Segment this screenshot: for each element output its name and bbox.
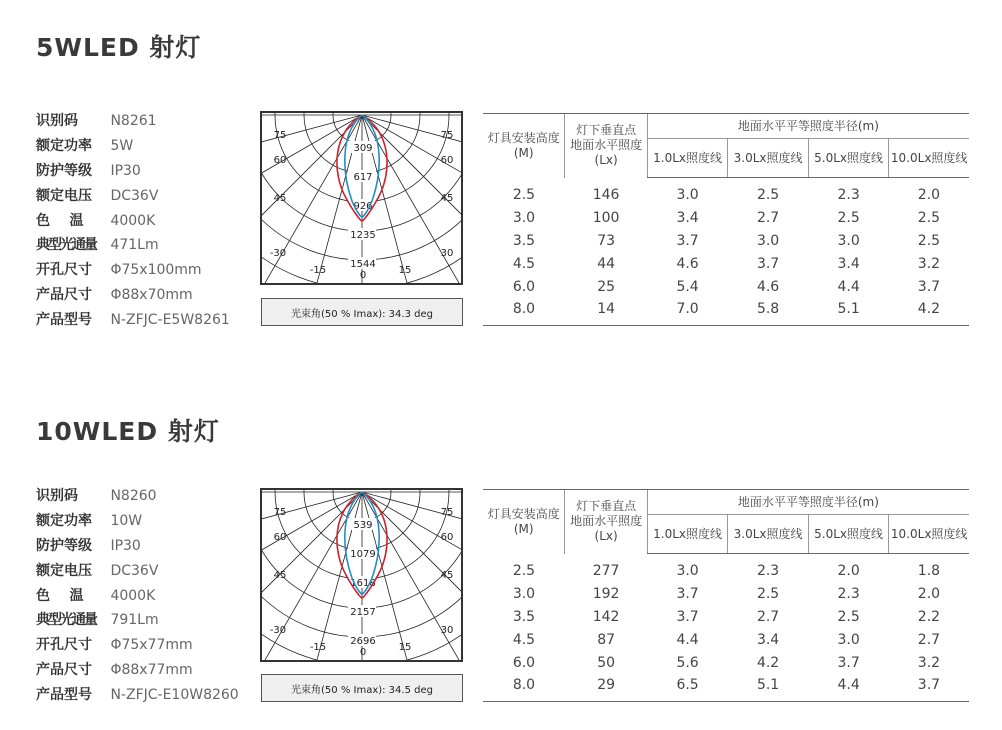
- table-cell: 4.5: [512, 255, 536, 272]
- table-cell: 2.3: [837, 586, 860, 603]
- beam-angle-label: 光束角(50 % Imax): 34.3 deg: [261, 298, 463, 326]
- spec-value: DC36V: [110, 562, 159, 579]
- table-cell: 3.2: [917, 255, 941, 272]
- table-cell: 2.3: [756, 563, 780, 580]
- table-cell: 5.1: [808, 298, 889, 325]
- spec-value: 791Lm: [110, 612, 159, 629]
- spec-value: Φ88x70mm: [110, 287, 193, 304]
- table-cell: 3.7: [917, 278, 941, 295]
- table-cell: 100: [592, 210, 620, 227]
- angle-label: 30: [440, 248, 454, 259]
- table-cell: 25: [597, 278, 616, 295]
- spec-label: 产品型号: [36, 687, 92, 704]
- table-cell: 3.0: [756, 232, 780, 249]
- ring-value-label: 1079: [350, 549, 376, 560]
- col-header-radius: 10.0Lx照度线: [889, 515, 969, 554]
- table-cell: 2.0: [837, 563, 860, 580]
- section-title: 10WLED 射灯: [36, 417, 220, 446]
- spec-label: 开孔尺寸: [36, 637, 92, 654]
- table-cell: 3.0: [676, 563, 699, 580]
- table-cell: 1.8: [917, 563, 941, 580]
- spec-label: 额定功率: [36, 137, 92, 154]
- col-header-radius: 5.0Lx照度线: [808, 515, 889, 554]
- spec-label: 典型光通量: [36, 612, 96, 629]
- table-cell: 2.5: [837, 210, 860, 227]
- spec-label: 识别码: [36, 113, 78, 129]
- spec-label: 典型光通量: [36, 237, 96, 254]
- spec-list: [36, 485, 256, 709]
- table-cell: 2.5: [837, 608, 860, 625]
- table-cell: 73: [597, 232, 616, 249]
- polar-grid: [262, 490, 461, 660]
- table-cell: 3.7: [756, 255, 780, 272]
- angle-label: 75: [273, 130, 287, 141]
- spec-row: [36, 485, 256, 510]
- polar-radial-line: [362, 492, 461, 559]
- table-row: [483, 628, 969, 651]
- table-row: [483, 583, 969, 606]
- angle-label: 60: [440, 532, 454, 543]
- spec-value: Φ75x77mm: [110, 637, 193, 654]
- table-cell: 3.4: [756, 631, 780, 648]
- angle-label: 60: [273, 532, 287, 543]
- angle-label: 45: [440, 570, 454, 581]
- spec-value: N-ZFJC-E5W8261: [110, 312, 230, 329]
- table-row: [483, 674, 969, 701]
- table-cell: 4.6: [676, 255, 699, 272]
- table-cell: 6.5: [647, 674, 728, 701]
- spec-label: 额定电压: [36, 187, 92, 204]
- spec-value: N8260: [110, 488, 157, 504]
- table-cell: 3.0: [837, 631, 860, 648]
- table-cell: 192: [592, 586, 620, 603]
- table-cell: 8.0: [483, 298, 565, 325]
- spec-label: 产品尺寸: [36, 662, 92, 679]
- ring-value-label: 2157: [350, 607, 376, 618]
- table-cell: 5.6: [676, 654, 699, 671]
- table-cell: 5.1: [728, 674, 809, 701]
- section-title: 5WLED 射灯: [36, 33, 202, 62]
- table-cell: 44: [597, 255, 616, 272]
- angle-label: 75: [440, 130, 454, 141]
- angle-label: 45: [440, 193, 454, 204]
- table-cell: 2.5: [756, 586, 780, 603]
- table-cell: 3.4: [837, 255, 860, 272]
- table-cell: 2.5: [917, 232, 941, 249]
- col-header-radius: 3.0Lx照度线: [728, 515, 809, 554]
- col-header-radius: 1.0Lx照度线: [647, 515, 728, 554]
- col-header-radius: 1.0Lx照度线: [647, 139, 728, 178]
- beam-angle-label: 光束角(50 % Imax): 34.5 deg: [261, 674, 463, 702]
- table-cell: 3.4: [676, 210, 699, 227]
- spec-row: [36, 659, 256, 684]
- table-row: [483, 606, 969, 629]
- table-cell: 3.0: [512, 586, 536, 603]
- table-cell: 4.2: [756, 654, 780, 671]
- ring-value-label: 309: [353, 143, 373, 154]
- col-header-height: 灯具安装高度 (M): [483, 490, 565, 554]
- spec-value: 4000K: [110, 212, 156, 229]
- angle-label: 60: [273, 155, 287, 166]
- table-cell: 3.7: [889, 674, 969, 701]
- spec-row: [36, 609, 256, 634]
- table-cell: 146: [592, 187, 620, 204]
- table-cell: 2.2: [917, 608, 941, 625]
- col-header-radius: 3.0Lx照度线: [728, 139, 809, 178]
- table-cell: 4.4: [837, 278, 860, 295]
- ring-value-label: 1544: [350, 259, 376, 270]
- table-cell: 6.0: [512, 278, 536, 295]
- table-cell: 277: [592, 563, 620, 580]
- table-cell: 2.3: [837, 187, 860, 204]
- ring-value-label: 617: [353, 172, 373, 183]
- ring-value-label: 2696: [350, 636, 376, 647]
- table-cell: 4.4: [808, 674, 889, 701]
- table-cell: 3.0: [837, 232, 860, 249]
- col-header-center-lux: 灯下垂直点 地面水平照度 (Lx): [565, 490, 647, 554]
- spec-label: 产品型号: [36, 312, 92, 329]
- spec-label: 开孔尺寸: [36, 262, 92, 279]
- spec-row: [36, 634, 256, 659]
- table-cell: 3.5: [512, 608, 536, 625]
- table-cell: 3.7: [676, 232, 699, 249]
- table-cell: 2.0: [917, 586, 941, 603]
- table-cell: 2.5: [512, 563, 536, 580]
- table-cell: 14: [565, 298, 647, 325]
- angle-label: 60: [440, 155, 454, 166]
- angle-label: 15: [398, 642, 412, 653]
- spec-row: [36, 535, 256, 560]
- ring-value-label: 539: [353, 520, 373, 531]
- table-cell: 3.7: [676, 608, 699, 625]
- table-cell: 2.7: [756, 608, 780, 625]
- col-header-group: 地面水平平等照度半径(m): [647, 114, 969, 139]
- spec-row: [36, 684, 256, 709]
- col-header-height: 灯具安装高度 (M): [483, 114, 565, 178]
- angle-label: 15: [398, 265, 412, 276]
- table-cell: 142: [592, 608, 620, 625]
- spec-value: N-ZFJC-E10W8260: [110, 687, 239, 704]
- table-cell: 3.2: [917, 654, 941, 671]
- table-cell: 2.5: [512, 187, 536, 204]
- spec-value: 10W: [110, 512, 143, 529]
- table-cell: 29: [565, 674, 647, 701]
- spec-value: N8261: [110, 113, 157, 129]
- angle-label: 75: [440, 507, 454, 518]
- angle-label: 30: [440, 625, 454, 636]
- table-cell: 4.2: [889, 298, 969, 325]
- table-cell: 2.0: [917, 187, 941, 204]
- spec-label: 额定电压: [36, 562, 92, 579]
- table-cell: 8.0: [483, 674, 565, 701]
- table-cell: 3.7: [676, 586, 699, 603]
- spec-label: 防护等级: [36, 162, 92, 179]
- spec-value: Φ75x100mm: [110, 262, 202, 279]
- table-row: [483, 651, 969, 674]
- spec-value: DC36V: [110, 187, 159, 204]
- table-cell: 5.4: [676, 278, 699, 295]
- table-cell: 2.7: [917, 631, 941, 648]
- table-cell: 2.7: [756, 210, 780, 227]
- spec-value: IP30: [110, 537, 141, 554]
- angle-label: -30: [269, 625, 287, 636]
- polar-light-distribution-diagram: [260, 488, 463, 662]
- spec-label: 额定功率: [36, 512, 92, 529]
- table-cell: 87: [597, 631, 616, 648]
- spec-row: [36, 510, 256, 535]
- table-cell: 2.5: [756, 187, 780, 204]
- angle-label: 75: [273, 507, 287, 518]
- table-cell: 3.5: [512, 232, 536, 249]
- spec-label: 产品尺寸: [36, 287, 92, 304]
- col-header-group: 地面水平平等照度半径(m): [647, 490, 969, 515]
- angle-label: 45: [273, 193, 287, 204]
- table-cell: 5.8: [728, 298, 809, 325]
- spec-label: 色 温: [36, 587, 84, 604]
- angle-label: 0: [359, 647, 367, 658]
- ring-value-label: 1235: [350, 230, 376, 241]
- table-cell: 3.0: [512, 210, 536, 227]
- spec-value: Φ88x77mm: [110, 662, 193, 679]
- table-row: [483, 554, 969, 583]
- spec-label: 色 温: [36, 212, 84, 229]
- table-cell: 4.4: [676, 631, 699, 648]
- spec-row: [36, 560, 256, 585]
- spec-value: 471Lm: [110, 237, 159, 254]
- spec-value: 4000K: [110, 587, 156, 604]
- ring-value-label: 1618: [350, 578, 376, 589]
- table-cell: 4.5: [512, 631, 536, 648]
- ring-value-label: 926: [353, 201, 373, 212]
- col-header-radius: 10.0Lx照度线: [889, 139, 969, 178]
- table-cell: 3.7: [837, 654, 860, 671]
- table-cell: 3.0: [676, 187, 699, 204]
- spec-value: 5W: [110, 137, 134, 154]
- table-cell: 50: [597, 654, 616, 671]
- angle-label: 0: [359, 270, 367, 281]
- angle-label: -15: [309, 265, 327, 276]
- spec-label: 识别码: [36, 488, 78, 504]
- col-header-radius: 5.0Lx照度线: [808, 139, 889, 178]
- angle-label: 45: [273, 570, 287, 581]
- spec-label: 防护等级: [36, 537, 92, 554]
- illuminance-table: [483, 489, 969, 702]
- col-header-center-lux: 灯下垂直点 地面水平照度 (Lx): [565, 114, 647, 178]
- spec-value: IP30: [110, 162, 141, 179]
- table-cell: 7.0: [647, 298, 728, 325]
- table-cell: 6.0: [512, 654, 536, 671]
- angle-label: -30: [269, 248, 287, 259]
- table-cell: 4.6: [756, 278, 780, 295]
- angle-label: -15: [309, 642, 327, 653]
- table-cell: 2.5: [917, 210, 941, 227]
- spec-row: [36, 585, 256, 610]
